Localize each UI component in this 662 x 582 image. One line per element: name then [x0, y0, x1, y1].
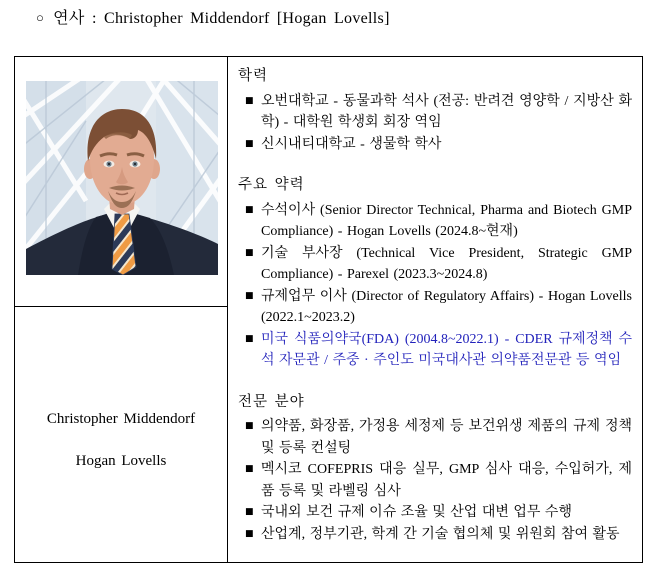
list-item-text: 신시내티대학교 - 생물학 학사	[261, 136, 442, 152]
square-bullet-icon: ■	[245, 421, 254, 431]
square-bullet-icon: ■	[245, 247, 254, 258]
list-item-text: 의약품, 화장품, 가정용 세정제 등 보건위생 제품의 규제 정책 및 등록 컨설팅	[261, 419, 632, 456]
section-career	[238, 175, 632, 372]
square-bullet-icon: ■	[245, 138, 254, 149]
photo-cell	[15, 57, 227, 307]
list-item	[244, 91, 632, 134]
list-item	[244, 200, 632, 243]
list-item-fda-highlight	[244, 329, 632, 372]
section-heading: 주요 약력	[238, 177, 305, 193]
section-list	[238, 91, 632, 156]
list-item	[244, 459, 632, 502]
page-title-text: 연사 : Christopher Middendorf [Hogan Lovells]	[53, 10, 390, 27]
section-heading: 학력	[238, 68, 269, 84]
list-item	[244, 416, 632, 459]
section-list	[238, 416, 632, 545]
speaker-portrait-illustration	[26, 81, 218, 275]
list-item	[244, 502, 632, 524]
square-bullet-icon: ■	[245, 204, 254, 215]
bio-details-column	[228, 57, 642, 562]
section-list	[238, 200, 632, 372]
square-bullet-icon: ■	[245, 507, 254, 517]
section-specialties	[238, 392, 632, 546]
photo-name-column	[15, 57, 228, 562]
list-item	[244, 134, 632, 156]
list-item	[244, 286, 632, 329]
speaker-affiliation: Hogan Lovells	[75, 453, 167, 469]
square-bullet-icon: ■	[245, 95, 254, 106]
list-item-text: 오번대학교 - 동물과학 석사 (전공: 반려견 영양학 / 지방산 화학) - 대학원 학생회 회장 역임	[261, 93, 632, 130]
circle-bullet-icon: ○	[36, 10, 45, 25]
list-item-text: 국내외 보건 규제 이슈 조율 및 산업 대변 업무 수행	[261, 505, 572, 520]
page-title	[36, 8, 390, 30]
square-bullet-icon: ■	[245, 464, 254, 474]
list-item-text: 산업계, 정부기관, 학계 간 기술 협의체 및 위원회 참여 활동	[261, 526, 620, 542]
list-item-text: 규제업무 이사 (Director of Regulatory Affairs) - Hogan Lovells (2022.1~2023.2)	[261, 288, 632, 325]
name-cell	[15, 307, 227, 562]
list-item-text: 수석이사 (Senior Director Technical, Pharma and Biotech GMP Compliance) - Hogan Lovells (2024.8~현재)	[261, 202, 632, 239]
speaker-photo	[26, 81, 218, 275]
square-bullet-icon: ■	[245, 528, 254, 539]
square-bullet-icon: ■	[245, 290, 254, 301]
list-item-text: 미국 식품의약국(FDA) (2004.8~2022.1) - CDER 규제정책 수석 자문관 / 주중 · 주인도 미국대사관 의약품전문관 등 역임	[261, 331, 632, 368]
list-item-text: 멕시코 COFEPRIS 대응 실무, GMP 심사 대응, 수입허가, 제품 등록 및 라벨링 심사	[261, 462, 632, 499]
section-education	[238, 66, 632, 155]
list-item-text: 기술 부사장 (Technical Vice President, Strategic GMP Compliance) - Parexel (2023.3~2024.8)	[261, 245, 632, 282]
speaker-bio-table	[14, 56, 643, 563]
list-item	[244, 243, 632, 286]
square-bullet-icon: ■	[245, 333, 254, 344]
list-item	[244, 524, 632, 546]
section-heading: 전문 분야	[238, 393, 305, 410]
speaker-name: Christopher Middendorf	[46, 411, 196, 427]
